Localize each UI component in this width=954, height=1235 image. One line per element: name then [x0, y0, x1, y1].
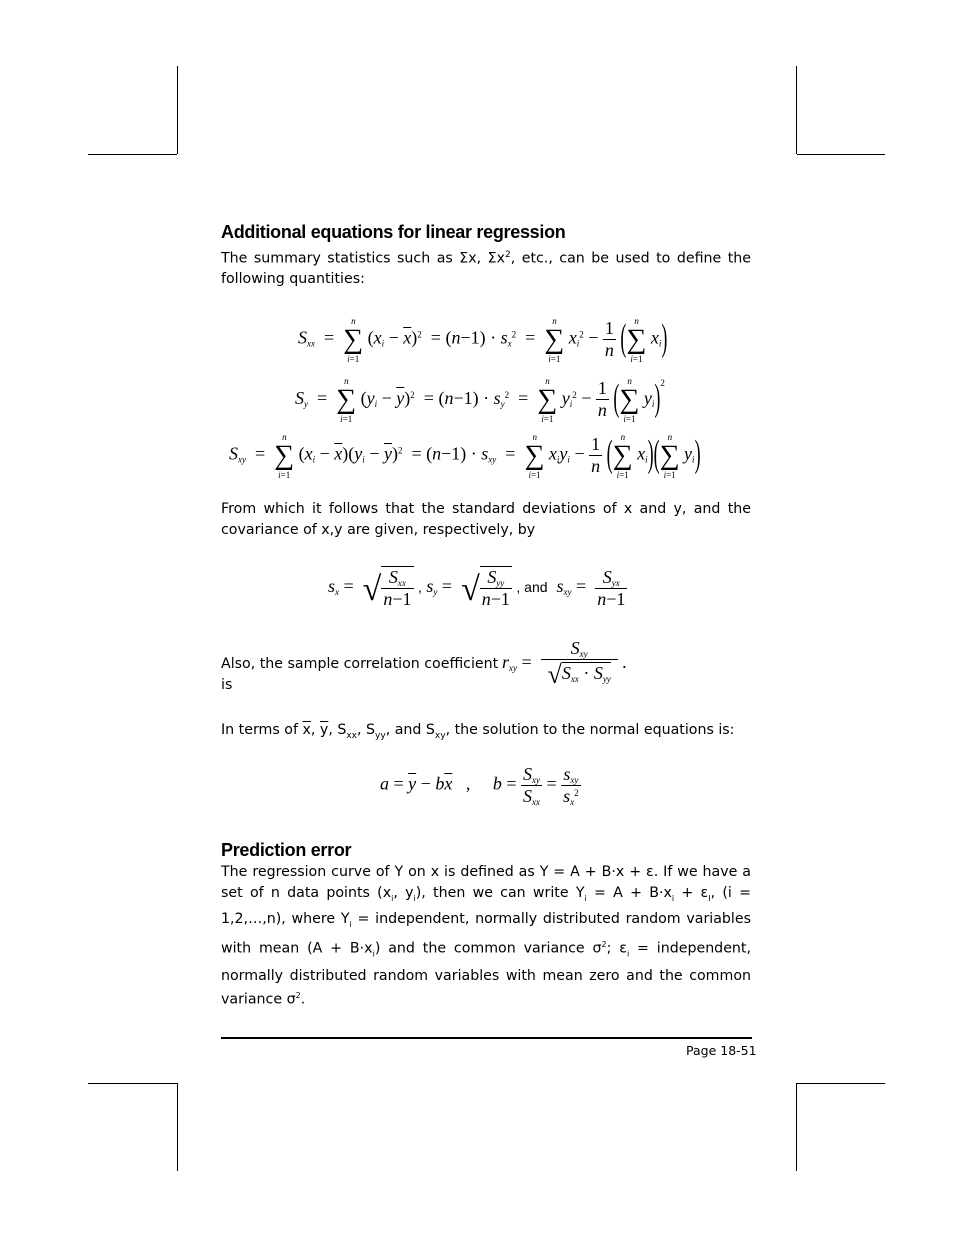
- pe-s6: i: [349, 919, 352, 929]
- eq2-lhs-sub: y: [304, 399, 308, 409]
- crop-mark-top-left-v: [177, 66, 178, 154]
- section-heading-linear-regression: Additional equations for linear regression: [221, 222, 566, 242]
- section-heading-prediction-error: Prediction error: [221, 840, 352, 860]
- pe-s5: I: [708, 893, 711, 903]
- prediction-error-paragraph: [221, 862, 751, 1011]
- and-word: , and: [516, 579, 548, 596]
- crop-mark-bottom-left-h: [88, 1083, 177, 1084]
- pe-sup1: 2: [601, 940, 607, 950]
- pe-i: ; ε: [606, 941, 627, 958]
- crop-mark-bottom-left-v: [177, 1083, 178, 1171]
- pe-k: .: [300, 991, 306, 1008]
- eq2-lhs: S: [295, 388, 304, 408]
- eq-lhs-sub: xx: [307, 338, 315, 349]
- equation-sxy: Sxy = n ∑ i=1 $(xi - \overline{x})(yi - \overline{y})^2 = (n-1)$ · sxy = n ∑ i=1 xiyi − $\frac{1}{n}$ ( n ∑ i=1 xi)( n ∑ i=1 yi): [229, 431, 701, 480]
- footer-rule: [221, 1037, 752, 1039]
- comma-1: ,: [418, 579, 422, 596]
- pe-f: , (i = 1,2,…,n), where Y: [221, 884, 751, 928]
- pe-s7: i: [372, 950, 375, 959]
- pe-s2: i: [413, 893, 416, 903]
- intro-text-b: , etc., can be used to define the following quantities:: [221, 250, 751, 288]
- equation-std-devs: sx = √ $\frac{\text{Sxx}}{n-1}$ , sy = √ $\frac{\text{Syy}}{n-1}$ , and sxy = $\frac{\text{Syx}}{n-1}$: [328, 566, 626, 609]
- intro-text-a: The summary statistics such as Σx, Σx: [221, 250, 505, 267]
- pe-b: , y: [393, 884, 414, 901]
- x-bar: $\overline{x}$: [302, 722, 311, 738]
- pe-s1: i: [391, 893, 394, 903]
- y-bar: $\overline{y}$: [319, 722, 329, 738]
- normal-equations-text: [221, 720, 751, 746]
- pe-g: = independent, normally distributed random variables with mean (A + B·x: [221, 911, 751, 958]
- pe-sup2: 2: [295, 991, 301, 1001]
- correlation-text: Also, the sample correlation coefficient is: [221, 656, 499, 693]
- eq3-lhs-sub: xy: [238, 454, 246, 465]
- eq-lhs: S: [298, 327, 307, 348]
- pe-s3: i: [584, 893, 587, 903]
- ne-s3: xy: [434, 730, 446, 741]
- ne-b: ,: [310, 722, 320, 738]
- ne-c: , S: [328, 722, 347, 738]
- ne-s2: yy: [375, 730, 386, 741]
- ne-a: In terms of: [221, 722, 303, 738]
- equation-correlation: rxy = $\frac{\text{Sxy}}{\text{√Sxx · Syy}}$ .: [502, 638, 627, 689]
- crop-mark-bottom-right-h: [797, 1083, 885, 1084]
- page-number: Page 18-51: [686, 1043, 757, 1058]
- ne-e: , and S: [385, 722, 435, 738]
- pe-e: + ε: [674, 884, 709, 901]
- pe-h: ) and the common variance σ: [374, 941, 602, 958]
- intro-sup: 2: [504, 250, 511, 260]
- ne-f: , the solution to the normal equations is:: [445, 722, 735, 738]
- pe-s4: i: [671, 893, 675, 903]
- pe-s8: i: [626, 950, 630, 959]
- crop-mark-top-right-h: [797, 154, 885, 155]
- crop-mark-bottom-right-v: [796, 1083, 797, 1171]
- ne-d: , S: [357, 722, 376, 738]
- pe-d: = A + B·x: [586, 884, 672, 901]
- crop-mark-top-left-h: [88, 154, 177, 155]
- equation-normal-solution: $a = \overline{y} - b\overline{x}$ , b = $\frac{\text{Sxy}}{\text{Sxx}}$ = $\frac{\text{sxy}}{sx^2}$: [380, 764, 579, 807]
- intro-paragraph: [221, 245, 751, 290]
- equation-sxx: Sxx = n ∑ i=1 $(xi - \overline{x})^2 = (n-1) \cdot sx^2$ = n ∑ i=1 $xi^2$ − $\frac{1}{n}$ ( n ∑ i=1 xi): [298, 315, 668, 364]
- ne-s1: xx: [346, 730, 357, 741]
- eq3-lhs: S: [229, 443, 238, 464]
- equation-syy: Sy = n ∑ i=1 $(yi - \overline{y})^2 = (n-1) \cdot sy^2$ = n ∑ i=1 $yi^2$ − $\frac{1}{n}$ ( n ∑ i=1 yi)$^2$: [295, 376, 665, 424]
- crop-mark-top-right-v: [796, 66, 797, 154]
- pe-a: The regression curve of Y on x is defined as Y = A + B·x + ε. If we have a set of n data points (x: [221, 864, 751, 901]
- pe-j: = independent, normally distributed random variables with mean zero and the common variance σ: [221, 941, 751, 1008]
- std-dev-paragraph: From which it follows that the standard deviations of x and y, and the covariance of x,y are given, respectively, by: [221, 501, 751, 538]
- pe-c: ), then we can write Y: [415, 884, 585, 901]
